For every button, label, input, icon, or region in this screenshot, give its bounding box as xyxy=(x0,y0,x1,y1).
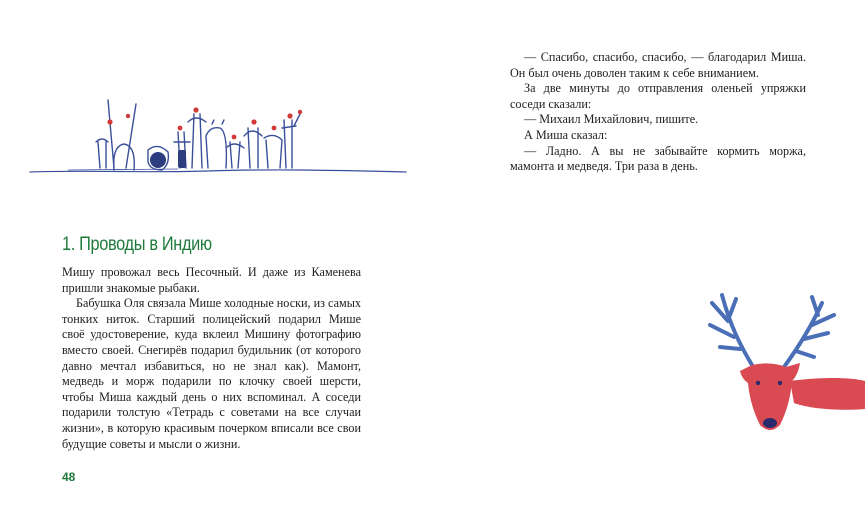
chapter-title: 1. Проводы в Индию xyxy=(62,234,212,255)
left-text-block xyxy=(62,265,361,452)
dialogue-line: За две минуты до отправления оленьей упряжки соседи сказали: xyxy=(510,81,806,111)
dialogue-line: — Ладно. А вы не забывайте кормить моржа, мамонта и медведя. Три раза в день. xyxy=(510,143,806,174)
left-page xyxy=(0,0,432,516)
dialogue-line: — Михаил Михайлович, пишите. xyxy=(524,112,699,127)
paragraph: Мишу провожал весь Песочный. И даже из Каменева пришли знакомые рыбаки. xyxy=(62,265,361,295)
dialogue-line: А Миша сказал: xyxy=(524,127,608,142)
crowd-illustration xyxy=(28,92,408,182)
dialogue-line: — Спасибо, спасибо, спасибо, — благодарил Миша. Он был очень доволен таким к себе вниманием. xyxy=(510,50,806,80)
deer-illustration xyxy=(700,285,865,445)
paragraph: Бабушка Оля связала Мише холодные носки, из самых тонких ниток. Старший полицейский подарил Мише своё удостоверение, куда вклеил Мишину фотографию вместо своей. Снегирёв подарил будильник (от которого давно мечтал избавиться, но не знал как). Мамонт, медведь и морж подарили по клочку своей шерсти, чтобы Миша каждый день о них вспоминал. А соседи подарили толстую «Тетрадь с советами на все случаи жизни», в которую красивым почерком вписали все свои будущие советы и мысли о жизни. xyxy=(62,296,361,451)
page-number: 48 xyxy=(62,470,76,484)
dialogue-text xyxy=(510,50,806,175)
